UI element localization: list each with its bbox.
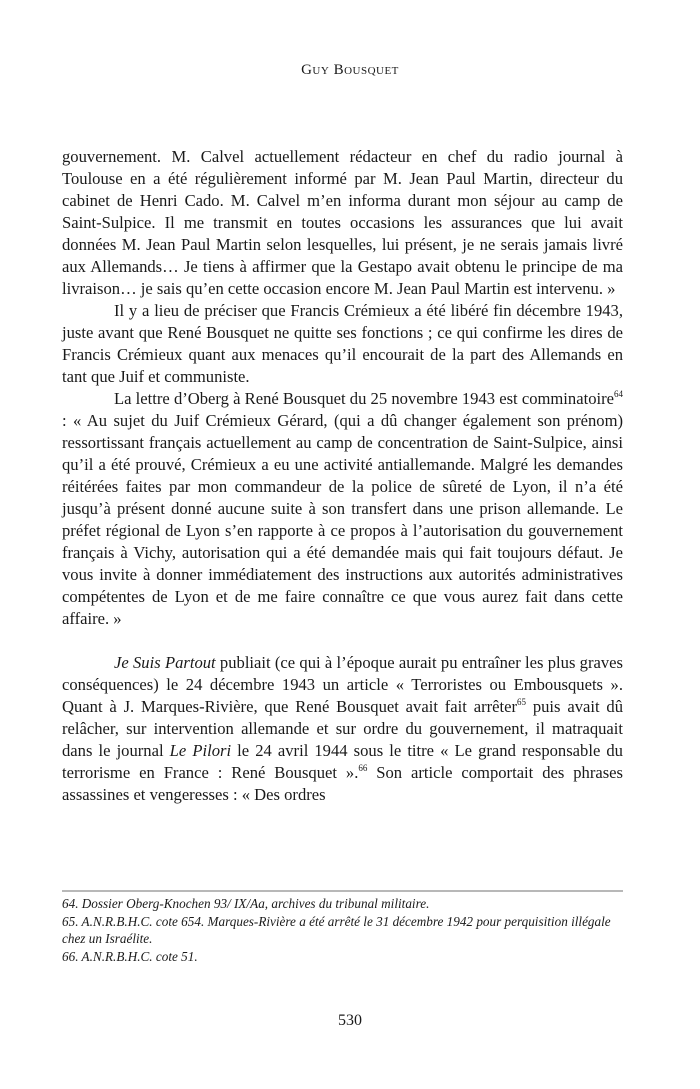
footnote-ref-64[interactable]: 64 [614,389,623,399]
text-segment: Son article comportait des phrases assassines et vengeresses : « Des ordres [62,763,623,804]
footnote-64: 64. Dossier Oberg-Knochen 93/ IX/Aa, archives du tribunal militaire. [62,896,430,911]
text-segment: : « Au sujet du Juif Crémieux Gérard, (qui a dû changer également son prénom) ressortissant français actuellement au camp de concentration de Saint-Sulpice, ainsi qu’il a été prouvé, Crémieux a eu une activité antiallemande. Malgré les demandes réitérées faites par mon commandeur de la police de sûreté de Lyon, il n’a été jusqu’à présent donné aucune suite à son transfert dans une prison allemande. Le préfet régional de Lyon s’en rapporte à ce propos à l’autorisation du gouvernement français à Vichy, autorisation qui a été demandée mais qui fait toujours défaut. Je vous invite à donner immédiatement des instructions aux autorités administratives compétentes de Lyon et de me faire connaître ce que vous aurez fait dans cette affaire. » [62,411,623,628]
page-number: 530 [338,1012,362,1029]
publication-title: Le Pilori [169,741,232,760]
text-segment: le 24 avril 1944 sous le titre « Le grand responsable du terrorisme en France : René Bousquet ». [62,741,623,782]
footnote-divider [62,890,623,892]
footnotes [62,895,627,965]
footnote-66: 66. A.N.R.B.H.C. cote 51. [62,948,198,964]
paragraph-quote-end: gouvernement. M. Calvel actuellement rédacteur en chef du radio journal à Toulouse en a été régulièrement informé par M. Jean Paul Martin, directeur du cabinet de Henri Cado. M. Calvel m’en informa durant mon séjour au camp de Saint-Sulpice. Il me transmit en toutes occasions les assurances que lui avait données M. Jean Paul Martin selon lesquelles, lui présent, je ne serais jamais livré aux Allemands… Je tiens à affirmer que la Gestapo avait obtenu le principe de ma livraison… je sais qu’en cette occasion encore M. Jean Paul Martin est intervenu. » [62,147,623,298]
text-segment: puis avait dû relâcher, sur intervention allemande et sur ordre du gouvernement, il matraquait dans le journal [62,697,624,760]
publication-title: Je Suis Partout [114,653,216,672]
footnote-ref-66[interactable]: 66 [358,763,368,773]
running-head: Guy Bousquet [301,62,399,78]
paragraph-je-suis-partout [62,652,623,806]
paragraph-cremieux: Il y a lieu de préciser que Francis Crémieux a été libéré fin décembre 1943, juste avant que René Bousquet ne quitte ses fonctions ; ce qui confirme les dires de Francis Crémieux quant aux menaces qu’il encourait de la part des Allemands en tant que Juif et communiste. [62,301,623,386]
text-segment: La lettre d’Oberg à René Bousquet du 25 novembre 1943 est comminatoire [114,389,614,408]
paragraph-oberg-letter [62,388,623,630]
footnote-ref-65[interactable]: 65 [517,697,526,707]
body-text [62,146,623,806]
footnote-65: 65. A.N.R.B.H.C. cote 654. Marques-Rivière a été arrêté le 31 décembre 1942 pour perquisition illégale chez un Israélite. [62,913,611,946]
text-segment: publiait (ce qui à l’époque aurait pu entraîner les plus graves conséquences) le 24 décembre 1943 un article « Terroristes ou Embousquets ». Quant à J. Marques-Rivière, que René Bousquet avait fait arrêter [62,653,623,716]
